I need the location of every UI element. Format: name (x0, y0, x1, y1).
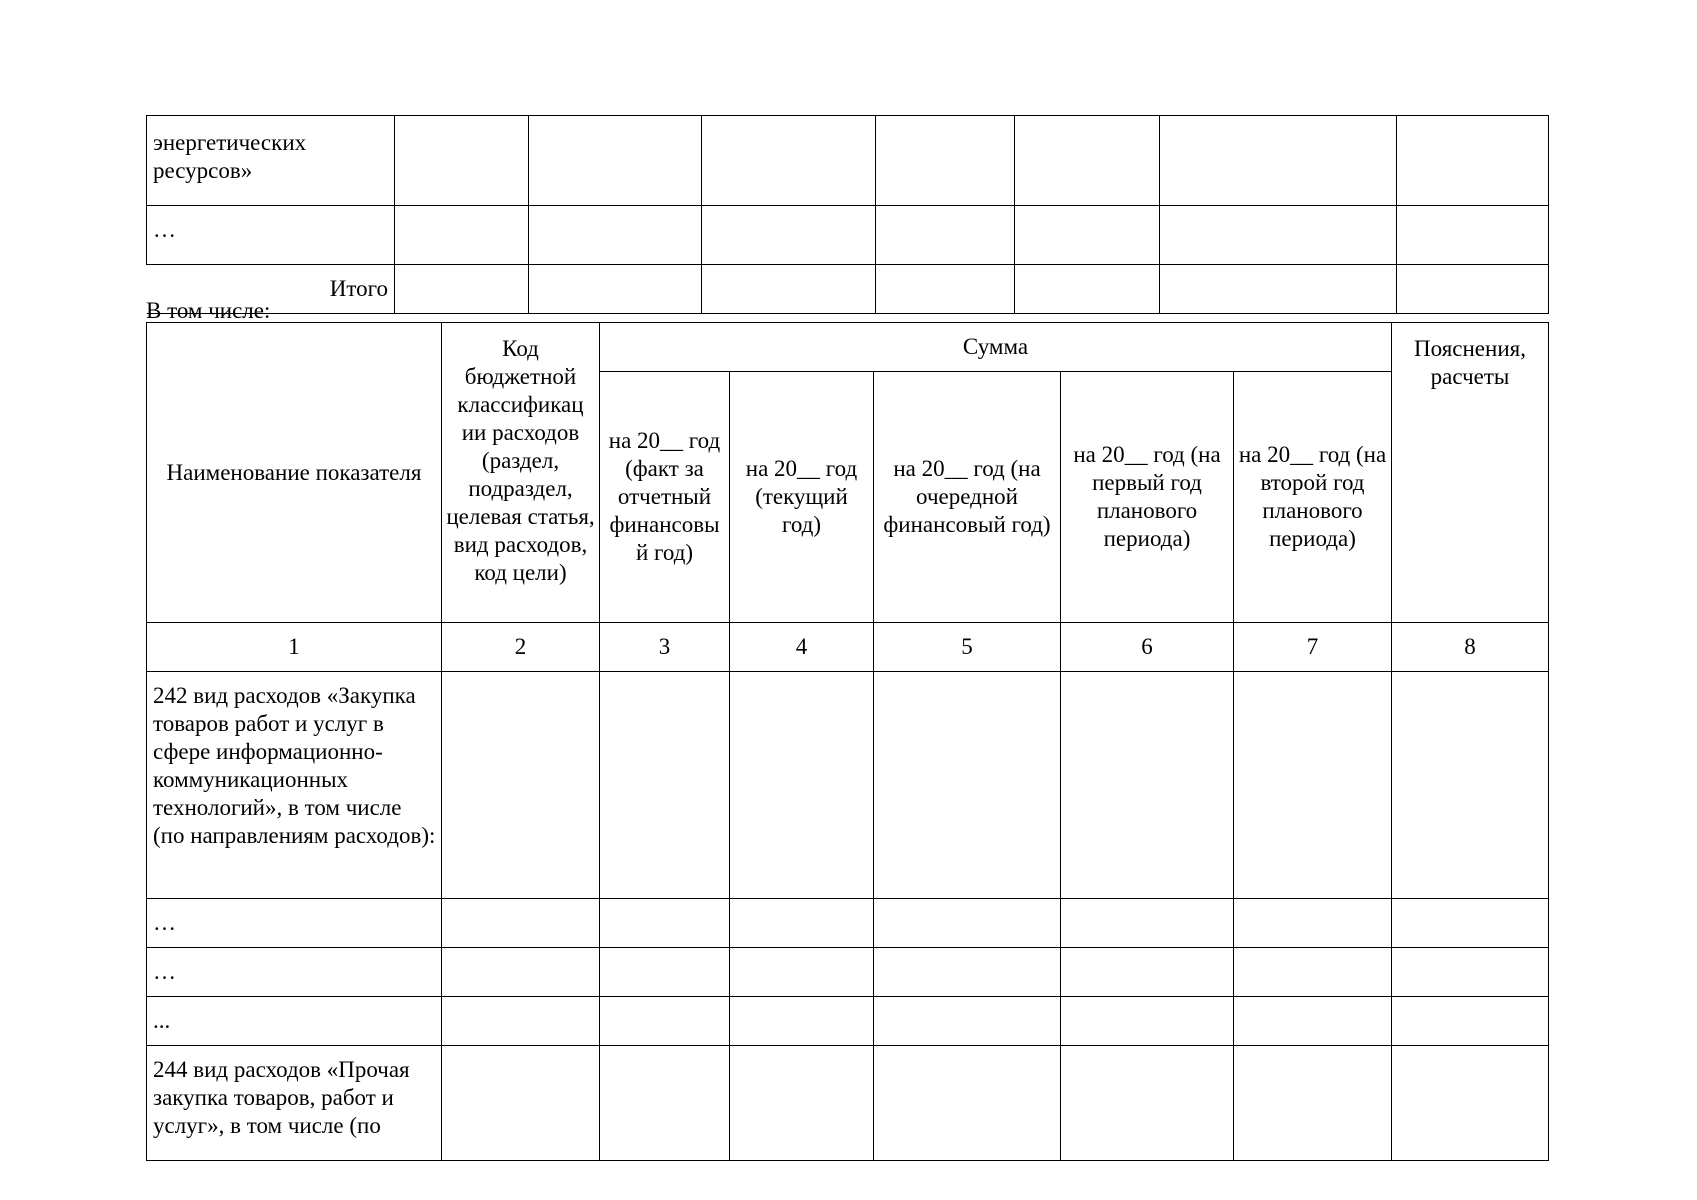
table-row (147, 997, 1549, 1046)
header-row (147, 323, 1549, 372)
header-sum-plan2: на 20__ год (на второй год планового периода) (1234, 372, 1392, 623)
table-row (147, 1046, 1549, 1161)
empty-cell (1234, 948, 1392, 997)
empty-cell (442, 899, 600, 948)
empty-cell (730, 1046, 874, 1161)
row-name-cell: 244 вид расходов «Прочая закупка товаров, работ и услуг», в том числе (по (147, 1046, 442, 1161)
empty-cell (1392, 948, 1549, 997)
empty-cell (1160, 265, 1397, 314)
empty-cell (1015, 265, 1160, 314)
empty-cell (442, 1046, 600, 1161)
empty-cell (1234, 672, 1392, 899)
empty-cell (1061, 899, 1234, 948)
column-number: 3 (600, 623, 730, 672)
header-budget-code: Код бюджетной классификац ии расходов (раздел, подраздел, целевая статья, вид расходов, код цели) (442, 323, 600, 623)
column-numbers-row (147, 623, 1549, 672)
empty-cell (600, 1046, 730, 1161)
column-number: 4 (730, 623, 874, 672)
row-name-cell: … (147, 948, 442, 997)
empty-cell (1061, 997, 1234, 1046)
empty-cell (1160, 206, 1397, 265)
empty-cell (730, 672, 874, 899)
section-caption: В том числе: (146, 298, 271, 323)
empty-cell (600, 948, 730, 997)
total-row (147, 265, 1549, 314)
empty-cell (600, 899, 730, 948)
empty-cell (874, 672, 1061, 899)
table-row (147, 899, 1549, 948)
table-row (147, 206, 1549, 265)
empty-cell (702, 206, 876, 265)
empty-cell (702, 116, 876, 206)
header-sum-next: на 20__ год (на очередной финансовый год) (874, 372, 1061, 623)
empty-cell (730, 899, 874, 948)
empty-cell (442, 672, 600, 899)
empty-cell (874, 948, 1061, 997)
column-number: 6 (1061, 623, 1234, 672)
expenses-table (146, 322, 1549, 1161)
header-sum-current: на 20__ год (текущий год) (730, 372, 874, 623)
column-number: 1 (147, 623, 442, 672)
row-name-cell: … (147, 206, 395, 265)
empty-cell (876, 206, 1015, 265)
empty-cell (874, 997, 1061, 1046)
empty-cell (1234, 997, 1392, 1046)
empty-cell (1392, 997, 1549, 1046)
empty-cell (529, 265, 702, 314)
empty-cell (1397, 265, 1549, 314)
row-name-cell: 242 вид расходов «Закупка товаров работ и услуг в сфере информационно-коммуникационных технологий», в том числе (по направлениям расходов): (147, 672, 442, 899)
total-label: Итого (147, 265, 395, 314)
empty-cell (395, 116, 529, 206)
column-number: 8 (1392, 623, 1549, 672)
row-name-cell: энергетических ресурсов» (147, 116, 395, 206)
header-sum-plan1: на 20__ год (на первый год планового периода) (1061, 372, 1234, 623)
row-name-cell: ... (147, 997, 442, 1046)
table-row (147, 948, 1549, 997)
empty-cell (1234, 899, 1392, 948)
table-row (147, 116, 1549, 206)
empty-cell (442, 997, 600, 1046)
empty-cell (529, 206, 702, 265)
empty-cell (1160, 116, 1397, 206)
empty-cell (395, 265, 529, 314)
empty-cell (1234, 1046, 1392, 1161)
header-indicator-name: Наименование показателя (147, 323, 442, 623)
empty-cell (395, 206, 529, 265)
header-sum-fact: на 20__ год (факт за отчетный финансовы й год) (600, 372, 730, 623)
empty-cell (730, 997, 874, 1046)
continuation-table (146, 115, 1549, 314)
empty-cell (874, 899, 1061, 948)
empty-cell (876, 116, 1015, 206)
empty-cell (702, 265, 876, 314)
empty-cell (1061, 672, 1234, 899)
empty-cell (529, 116, 702, 206)
empty-cell (730, 948, 874, 997)
column-number: 2 (442, 623, 600, 672)
empty-cell (876, 265, 1015, 314)
empty-cell (874, 1046, 1061, 1161)
empty-cell (1392, 899, 1549, 948)
table-row (147, 672, 1549, 899)
empty-cell (600, 672, 730, 899)
empty-cell (1392, 1046, 1549, 1161)
empty-cell (1061, 1046, 1234, 1161)
header-notes: Пояснения, расчеты (1392, 323, 1549, 623)
header-sum: Сумма (600, 323, 1392, 372)
empty-cell (1397, 116, 1549, 206)
empty-cell (1392, 672, 1549, 899)
empty-cell (1015, 116, 1160, 206)
row-name-cell: … (147, 899, 442, 948)
column-number: 5 (874, 623, 1061, 672)
column-number: 7 (1234, 623, 1392, 672)
empty-cell (442, 948, 600, 997)
empty-cell (1015, 206, 1160, 265)
empty-cell (600, 997, 730, 1046)
empty-cell (1397, 206, 1549, 265)
empty-cell (1061, 948, 1234, 997)
